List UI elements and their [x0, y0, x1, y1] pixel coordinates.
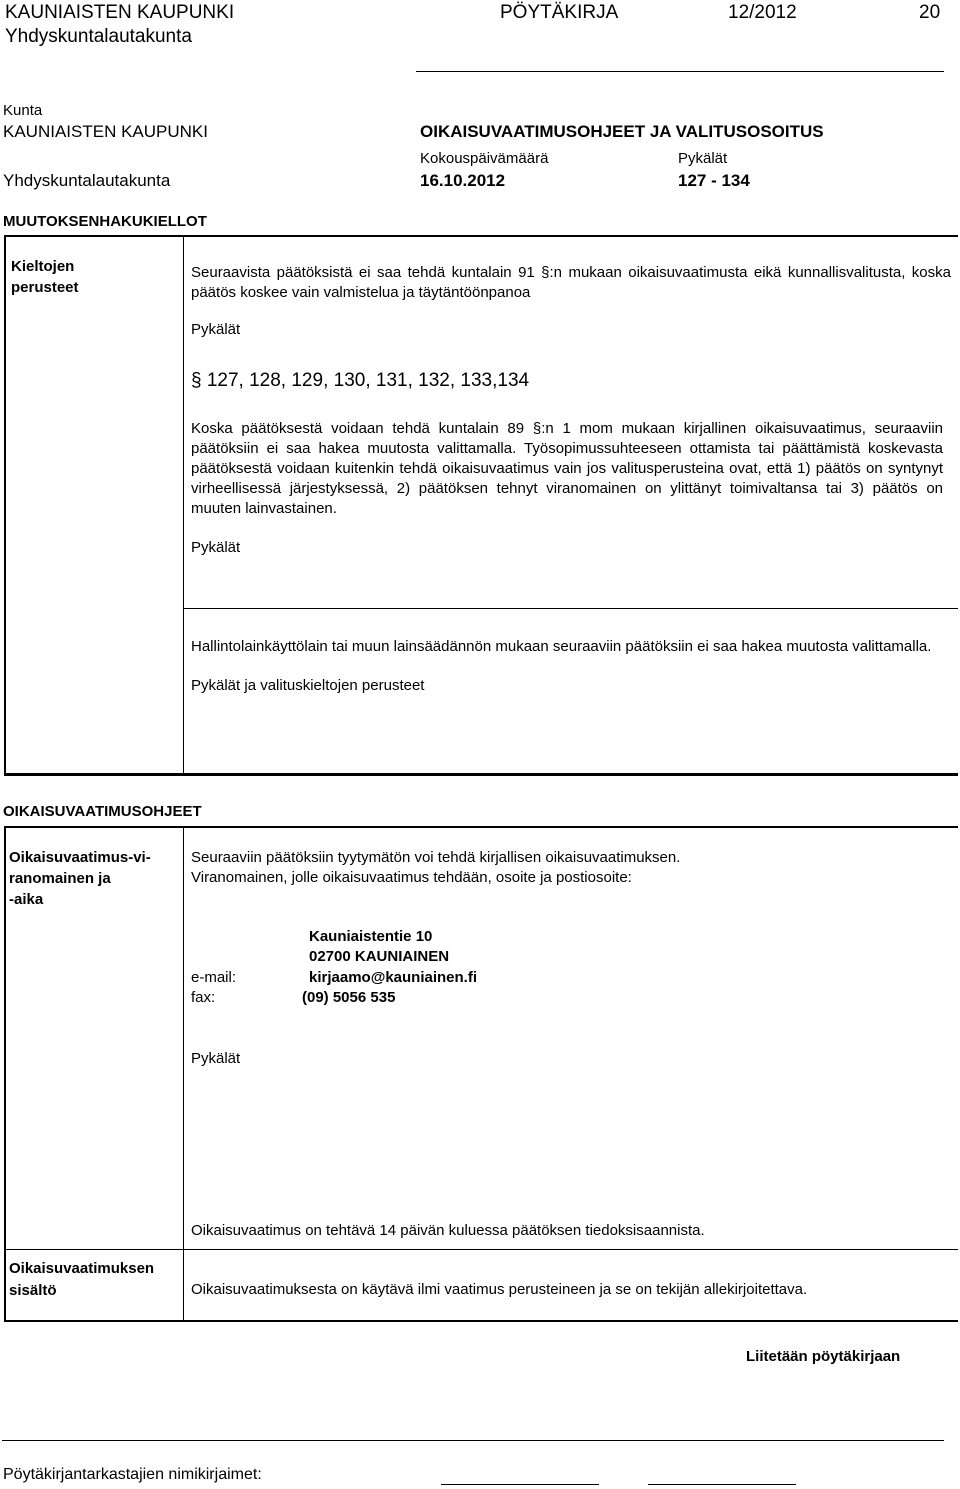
section-list: § 127, 128, 129, 130, 131, 132, 133,134 — [191, 370, 530, 391]
document-title: OIKAISUVAATIMUSOHJEET JA VALITUSOSOITUS — [420, 122, 824, 141]
attached-note: Liitetään pöytäkirjaan — [746, 1348, 901, 1365]
grounds-label-2: perusteet — [11, 279, 79, 296]
content-text: Oikaisuvaatimuksesta on käytävä ilmi vaatimus perusteineen ja se on tekijän allekirjoitettava. — [191, 1281, 808, 1298]
org-name: KAUNIAISTEN KAUPUNKI — [5, 2, 235, 23]
body-value: Yhdyskuntalautakunta — [3, 171, 171, 190]
sections-value: 127 - 134 — [678, 171, 750, 190]
email-label: e-mail: — [191, 969, 237, 986]
fax-value: (09) 5056 535 — [302, 989, 396, 1006]
meeting-date: 16.10.2012 — [420, 171, 506, 190]
initials-line-2[interactable] — [648, 1484, 796, 1485]
body-name: Yhdyskuntalautakunta — [5, 26, 192, 47]
sections-heading-3: Pykälät — [191, 1050, 241, 1067]
initials-label: Pöytäkirjantarkastajien nimikirjaimet: — [3, 1466, 262, 1483]
page-number: 20 — [919, 2, 941, 23]
box-top-rule — [4, 235, 958, 237]
sections-heading-2: Pykälät — [191, 539, 241, 556]
box2-bottom-rule — [4, 1320, 958, 1322]
box-left-rule — [4, 235, 6, 776]
authority-label-1: Oikaisuvaatimus-vi- — [9, 849, 151, 866]
initials-line-1[interactable] — [441, 1484, 599, 1485]
rectification-paragraph: Koska päätöksestä voidaan tehdä kuntalain 89 §:n 1 mom mukaan kirjallinen oikaisuvaatimus, seuraaviin päätöksiin ei saa hakea muutosta valittamalla. Työsopimussuhteeseen ottamista tai päättämistä koskevasta päätöksestä voidaan kuitenkin tehdä oikaisuvaatimus vain jos valitusperusteina ovat, että 1) päätös on syntynyt virheellisessä järjestyksessä, 2) päätöksen tehnyt viranomainen on ylittänyt toimivaltansa tai 3) päätös on muuten lainvastainen. — [191, 420, 943, 517]
section-title-oikaisu: OIKAISUVAATIMUSOHJEET — [3, 803, 202, 820]
content-label-1: Oikaisuvaatimuksen — [9, 1260, 155, 1277]
deadline-text: Oikaisuvaatimus on tehtävä 14 päivän kuluessa päätöksen tiedoksisaannista. — [191, 1222, 705, 1239]
section-title-muutoksenhaku: MUUTOKSENHAKUKIELLOT — [3, 213, 207, 230]
authority-intro: Viranomainen, jolle oikaisuvaatimus tehdään, osoite ja postiosoite: — [191, 869, 632, 886]
doc-number: 12/2012 — [728, 2, 797, 23]
meeting-date-label: Kokouspäivämäärä — [420, 150, 549, 167]
authority-label-2: ranomainen ja — [9, 870, 111, 887]
fax-label: fax: — [191, 989, 216, 1006]
kunta-label: Kunta — [3, 102, 43, 119]
box2-inner-rule — [4, 1249, 958, 1250]
authority-label-3: -aika — [9, 891, 44, 908]
footer-rule — [2, 1440, 944, 1441]
address-street: Kauniaistentie 10 — [309, 928, 433, 945]
box2-left-rule — [4, 826, 6, 1322]
address-postal: 02700 KAUNIAINEN — [309, 948, 450, 965]
content-label-2: sisältö — [9, 1282, 57, 1299]
header-rule — [416, 71, 944, 72]
box-bottom-rule — [4, 773, 958, 776]
sections-label: Pykälät — [678, 150, 728, 167]
sections-and-grounds: Pykälät ja valituskieltojen perusteet — [191, 677, 425, 694]
prohibition-paragraph: Seuraavista päätöksistä ei saa tehdä kuntalain 91 §:n mukaan oikaisuvaatimusta eikä kunnallisvalitusta, koska päätös koskee vain valmistelua ja täytäntöönpanoa — [191, 264, 951, 301]
box-inner-rule — [183, 608, 958, 609]
grounds-label-1: Kieltojen — [11, 258, 75, 275]
admin-law-paragraph: Hallintolainkäyttölain tai muun lainsäädännön mukaan seuraaviin päätöksiin ei saa hakea muutosta valittamalla. — [191, 638, 932, 655]
box2-top-rule — [4, 826, 958, 828]
box2-mid-rule — [183, 826, 184, 1322]
claim-intro: Seuraaviin päätöksiin tyytymätön voi tehdä kirjallisen oikaisuvaatimuksen. — [191, 849, 681, 866]
doc-type: PÖYTÄKIRJA — [500, 2, 619, 23]
box-mid-rule — [183, 235, 184, 776]
sections-heading-1: Pykälät — [191, 321, 241, 338]
kunta-value: KAUNIAISTEN KAUPUNKI — [3, 122, 208, 141]
email-value[interactable]: kirjaamo@kauniainen.fi — [309, 969, 478, 986]
